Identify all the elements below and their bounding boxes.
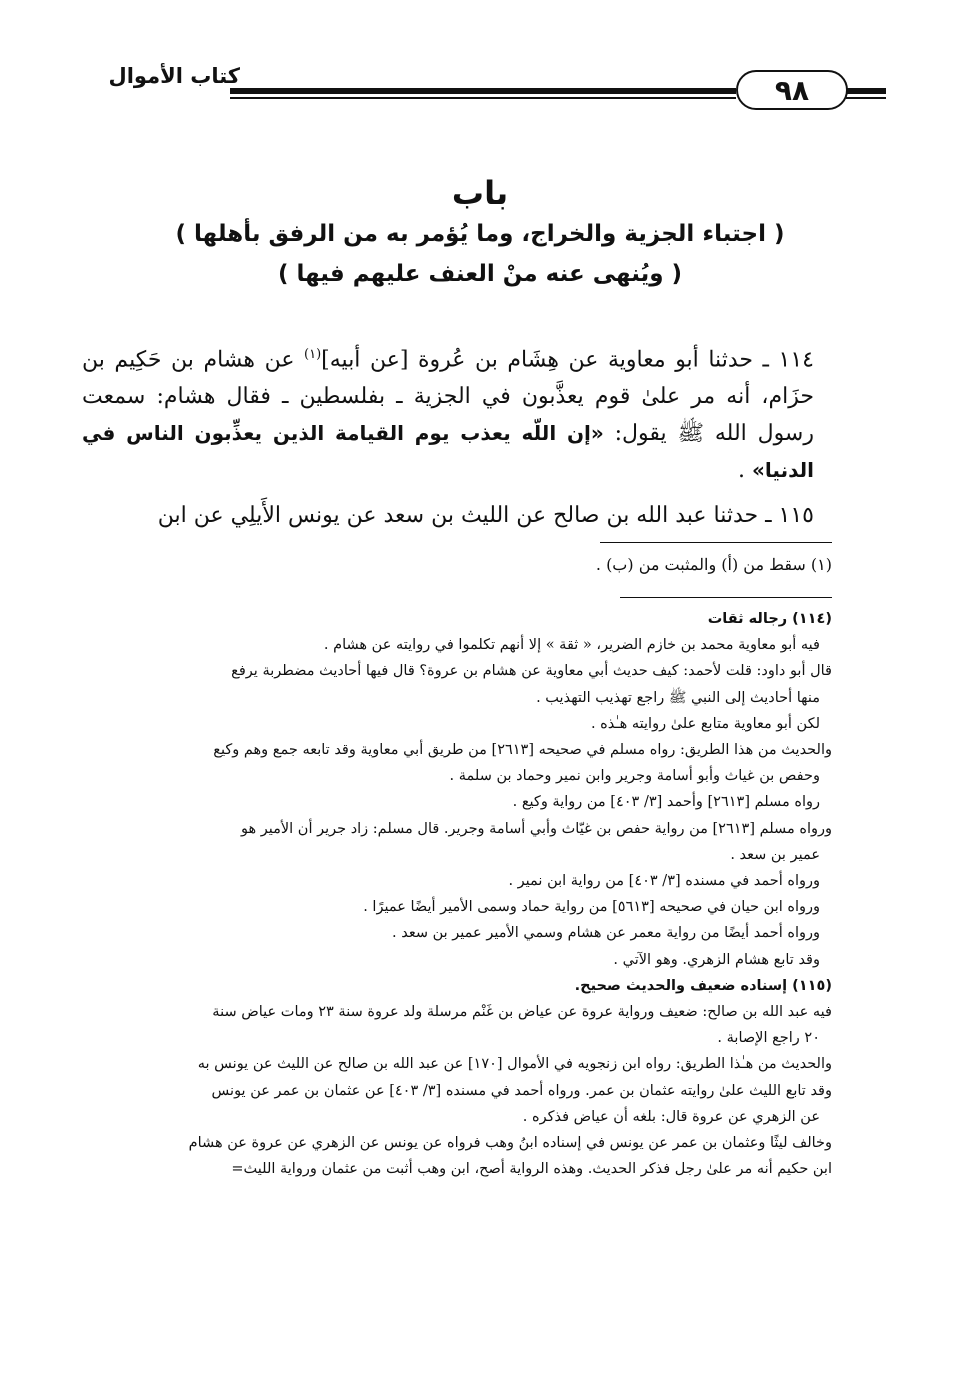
- commentary-line: ورواه مسلم [٢٦١٣] من رواية حفص بن غيّاث وأبي أسامة وجرير. قال مسلم: زاد جرير أن الأمير هو: [241, 820, 832, 837]
- commentary: [80, 606, 832, 1182]
- commentary-heading: (١١٤) رجاله ثقات: [707, 611, 832, 627]
- chapter-title: باب: [451, 174, 509, 212]
- header-rule-right: [846, 88, 886, 94]
- main-text: [82, 336, 814, 534]
- commentary-line: ورواه أحمد في مسنده [٣/ ٤٠٣] من رواية ابن نمير .: [508, 873, 820, 890]
- commentary-separator: [620, 597, 832, 598]
- commentary-line: وخالف ليثًا وعثمان بن عمر عن يونس في إسناده ابنُ وهب فرواه عن يونس عن الزهري عن عروة عن هشام: [188, 1135, 832, 1152]
- commentary-line: والحديث من هذا الطريق: رواه مسلم في صحيحه [٢٦١٣] من طريق أبي معاوية وقد تابعه جمع وهم وكيع: [213, 742, 832, 759]
- header-rule-thin: [230, 97, 736, 99]
- commentary-line: وقد تابع هشام الزهري. وهو الآتي .: [613, 951, 820, 968]
- commentary-line: ورواه ابن حيان في صحيحه [٥٦١٣] من رواية حماد وسمى الأمير أيضًا عميرًا .: [363, 899, 820, 916]
- chapter-heading: [80, 172, 880, 294]
- header-rule: [230, 88, 736, 94]
- commentary-line: فيه عبد الله بن صالح: ضعيف ورواية عروة عن عياض بن غَنْم مرسلة ولد عروة سنة ٢٣ ومات عياض سنة: [212, 1004, 832, 1021]
- hadith-114-end: .: [737, 458, 752, 484]
- commentary-line: ٢٠ راجع الإصابة .: [717, 1030, 820, 1047]
- header-rule-right-thin: [846, 97, 886, 99]
- commentary-line: والحديث من هـٰذا الطريق: رواه ابن زنجويه في الأموال [١٧٠] عن عبد الله بن صالح عن الليث عن يونس به: [197, 1056, 832, 1073]
- footnote-separator: [600, 542, 832, 543]
- hadith-114: [82, 336, 814, 489]
- commentary-line: وحفص بن غياث وأبو أسامة وجرير وابن نمير وحماد بن سلمة .: [449, 768, 820, 785]
- book-title: كتاب الأموال: [108, 64, 240, 88]
- hadith-114-matn: «إن اللّه يعذب يوم القيامة الذين يعذِّبون الناس في الدنيا»: [82, 421, 814, 483]
- commentary-line: فيه أبو معاوية محمد بن خازم الضرير، « ثقة » إلا أنهم تكلموا في روايته عن هشام .: [323, 637, 820, 654]
- commentary-line: قال أبو داود: قلت لأحمد: كيف حديث أبي معاوية عن هشام بن عروة؟ قال فيها أحاديث مضطربة يرفع: [231, 663, 832, 680]
- footnote-ref: (١): [304, 347, 322, 362]
- commentary-line: ورواه أحمد أيضًا من رواية معمر عن هشام وسمي الأمير عمير بن سعد .: [392, 925, 820, 942]
- commentary-line: رواه مسلم [٢٦١٣] وأحمد [٣/ ٤٠٣] من رواية وكيع .: [512, 794, 820, 811]
- commentary-line: ابن حكيم أنه مر علىٰ رجل فذكر الحديث. وهذه الرواية أصح، ابن وهب أثبت من عثمان ورواية الليث=: [231, 1161, 832, 1178]
- hadith-114-isnad: ١١٤ ـ حدثنا أبو معاوية عن هِشَام بن عُروة [عن أبيه]: [321, 347, 814, 373]
- commentary-line: منها أحاديث إلى النبي ﷺ راجع تهذيب التهذيب .: [536, 689, 820, 706]
- hadith-115: ١١٥ ـ حدثنا عبد الله بن صالح عن الليث بن سعد عن يونس الأَيلِي عن ابن: [157, 503, 814, 529]
- footnote: (١) سقط من (أ) والمثبت من (ب) .: [595, 555, 832, 574]
- page-number: ٩٨: [736, 70, 848, 110]
- hadith-114-text: عن هشام بن حَكِيم بن حزَام، أنه مر علىٰ قوم يعذَّبون في الجزية ـ بفلسطين ـ فقال هشام: سمعت رسول الله ﷺ يقول:: [82, 347, 814, 447]
- commentary-line: عمير بن سعد .: [730, 846, 820, 863]
- commentary-line: لكن أبو معاوية متابع علىٰ روايته هـٰذه .: [590, 715, 820, 732]
- commentary-line: وقد تابع الليث علىٰ روايته عثمان بن عمر. ورواه أحمد في مسنده [٣/ ٤٠٣] عن عثمان بن عمر عن يونس: [211, 1082, 832, 1099]
- commentary-line: عن الزهري عن عروة قال: بلغه أن عياض فذكره .: [522, 1108, 820, 1125]
- chapter-subtitle-1: ( اجتباء الجزية والخراج، وما يُؤمر به من الرفق بأهلها ): [175, 221, 785, 247]
- chapter-subtitle-2: ( ويُنهى عنه منْ العنف عليهم فيها ): [277, 261, 683, 287]
- commentary-heading: (١١٥) إسناده ضعيف والحديث صحيح.: [574, 977, 832, 994]
- page-header: [70, 62, 886, 108]
